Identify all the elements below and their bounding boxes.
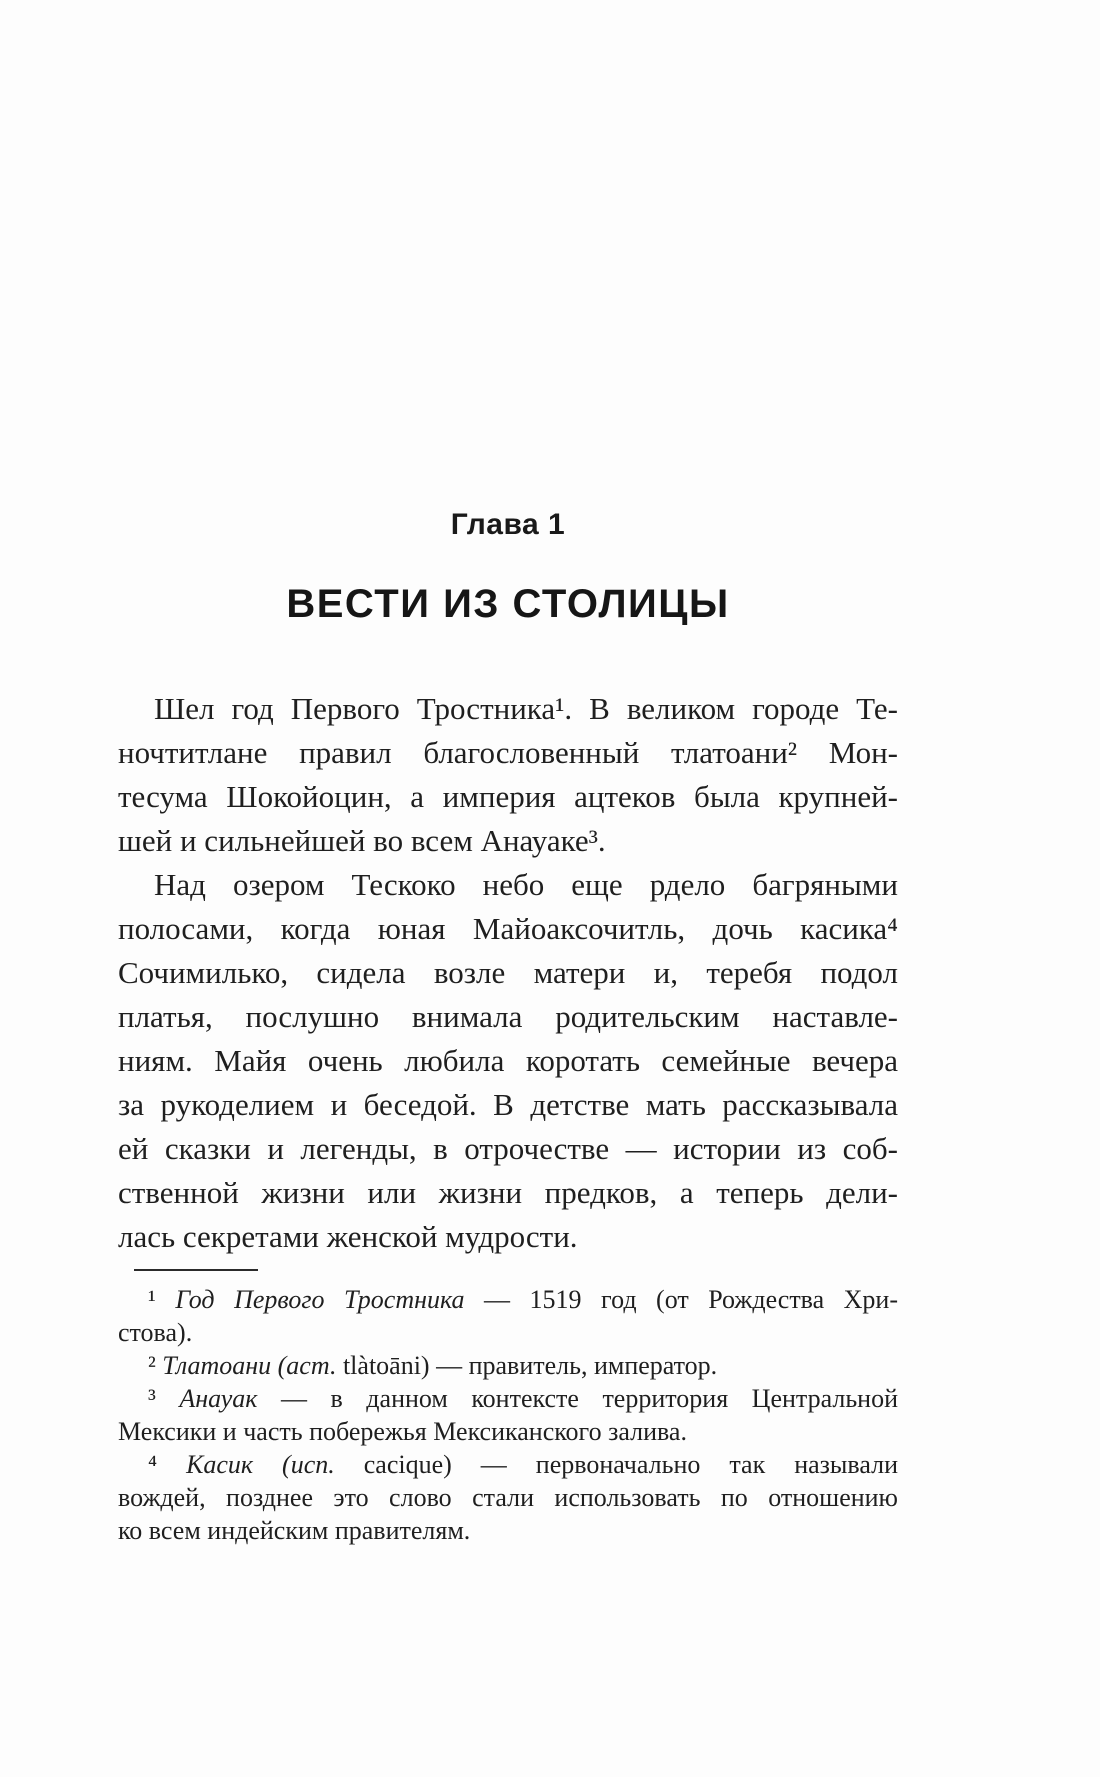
body-text-line bbox=[118, 995, 898, 1039]
text-segment: стова). bbox=[118, 1318, 193, 1347]
text-segment: ² bbox=[148, 1351, 163, 1380]
text-segment: ночтитлане правил благословенный тлатоани² Мон- bbox=[118, 735, 898, 770]
footnote-line bbox=[118, 1448, 898, 1481]
body-text-line bbox=[118, 819, 898, 863]
footnotes bbox=[118, 1283, 898, 1547]
body-text-line bbox=[118, 1039, 898, 1083]
chapter-label: Глава 1 bbox=[450, 508, 566, 541]
text-segment: Сочимилько, сидела возле матери и, теребя подол bbox=[118, 955, 898, 990]
body-text bbox=[118, 687, 898, 1259]
body-text-line bbox=[118, 907, 898, 951]
footnote-line bbox=[118, 1349, 898, 1382]
text-segment: ³ bbox=[148, 1384, 180, 1413]
body-text-line bbox=[118, 951, 898, 995]
footnote-line bbox=[118, 1514, 898, 1547]
body-text-line bbox=[118, 1127, 898, 1171]
text-segment: — 1519 год (от Рождества Хри- bbox=[464, 1285, 899, 1314]
body-text-line bbox=[118, 1083, 898, 1127]
text-segment: платья, послушно внимала родительским наставле- bbox=[118, 999, 898, 1034]
footnote-line bbox=[118, 1415, 898, 1448]
text-segment: ниям. Майя очень любила коротать семейные вечера bbox=[118, 1043, 898, 1078]
text-segment: Шел год Первого Тростника¹. В великом городе Те- bbox=[154, 691, 898, 726]
text-segment: — в данном контексте территория Центральной bbox=[257, 1384, 899, 1413]
body-text-line bbox=[118, 1171, 898, 1215]
italic-segment: Касик (исп. bbox=[186, 1450, 335, 1479]
text-segment: ственной жизни или жизни предков, а теперь дели- bbox=[118, 1175, 898, 1210]
body-text-line bbox=[118, 1215, 898, 1259]
text-segment: ко всем индейским правителям. bbox=[118, 1516, 471, 1545]
italic-segment: Год Первого Тростника bbox=[175, 1285, 465, 1314]
text-segment: полосами, когда юная Майоаксочитль, дочь касика⁴ bbox=[118, 911, 898, 946]
text-segment: ⁴ bbox=[148, 1450, 187, 1479]
text-segment: лась секретами женской мудрости. bbox=[118, 1219, 578, 1254]
footnote-line bbox=[118, 1283, 898, 1316]
text-segment: вождей, позднее это слово стали использовать по отношению bbox=[118, 1483, 898, 1512]
text-segment: за рукоделием и беседой. В детстве мать рассказывала bbox=[118, 1087, 898, 1122]
text-segment: Над озером Тескоко небо еще рдело багряными bbox=[154, 867, 898, 902]
text-segment: tlàtoāni) — правитель, император. bbox=[336, 1351, 718, 1380]
text-segment: ей сказки и легенды, в отрочестве — истории из соб- bbox=[118, 1131, 898, 1166]
footnote-separator-rule bbox=[134, 1269, 258, 1271]
body-text-line bbox=[118, 775, 898, 819]
chapter-title: ВЕСТИ ИЗ СТОЛИЦЫ bbox=[286, 582, 730, 626]
body-text-line bbox=[118, 731, 898, 775]
italic-segment: Тлатоани (аст. bbox=[162, 1351, 337, 1380]
text-segment: шей и сильнейшей во всем Анауаке³. bbox=[118, 823, 606, 858]
italic-segment: Анауак bbox=[179, 1384, 258, 1413]
body-text-line bbox=[118, 687, 898, 731]
text-segment: тесума Шокойоцин, а империя ацтеков была крупней- bbox=[118, 779, 898, 814]
text-segment: Мексики и часть побережья Мексиканского залива. bbox=[118, 1417, 687, 1446]
footnote-line bbox=[118, 1481, 898, 1514]
footnote-line bbox=[118, 1316, 898, 1349]
text-segment: cacique) — первоначально так называли bbox=[334, 1450, 898, 1479]
text-segment: ¹ bbox=[148, 1285, 176, 1314]
body-text-line bbox=[118, 863, 898, 907]
footnote-line bbox=[118, 1382, 898, 1415]
